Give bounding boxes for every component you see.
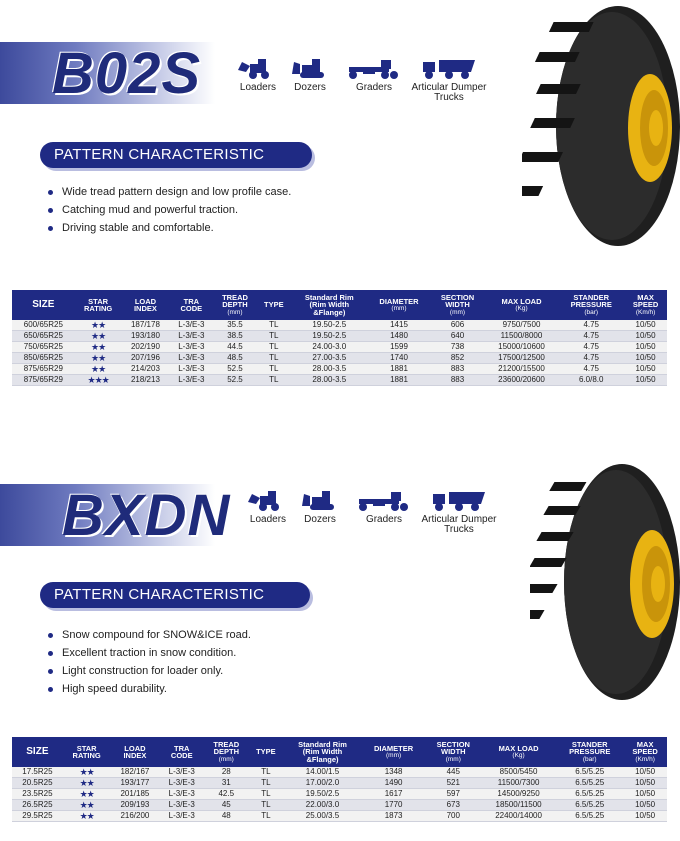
cell-size: 600/65R25 <box>12 320 75 331</box>
header-text: SPEED <box>632 300 659 310</box>
cell-tra: L-3/E-3 <box>159 778 204 789</box>
spec-table-header <box>12 737 667 767</box>
header-text: STANDER <box>573 292 610 302</box>
cell-diameter: 1599 <box>368 342 431 353</box>
cell-size: 20.5R25 <box>12 778 63 789</box>
cell-speed: 10/50 <box>623 767 667 778</box>
cell-size: 875/65R29 <box>12 364 75 375</box>
cell-load-index: 216/200 <box>111 811 160 822</box>
cell-rim: 14.00/1.5 <box>283 767 361 778</box>
header-text: CODE <box>170 751 193 760</box>
cell-rim: 17.00/2.0 <box>283 778 361 789</box>
spec-table <box>12 737 667 822</box>
column-header-speed <box>623 737 667 767</box>
cell-diameter: 1881 <box>368 375 431 386</box>
header-text: STAR <box>76 743 97 753</box>
cell-speed: 10/50 <box>624 331 667 342</box>
header-text: SPEED <box>632 747 658 757</box>
table-row <box>12 767 667 778</box>
machine-label: Dozers <box>304 514 336 525</box>
header-text: MAX LOAD <box>501 296 542 306</box>
cell-type: TL <box>248 778 283 789</box>
header-unit: (Kg) <box>515 305 528 312</box>
cell-diameter: 1348 <box>362 767 426 778</box>
header-text: DEPTH <box>213 747 239 757</box>
cell-tra: L-3/E-3 <box>169 320 213 331</box>
machine-label: Articular Dumper Trucks <box>421 514 497 535</box>
column-header-star <box>63 737 111 767</box>
cell-diameter: 1881 <box>368 364 431 375</box>
cell-rim: 24.00-3.0 <box>291 342 368 353</box>
header-text: RATING <box>84 304 113 313</box>
cell-depth: 48.5 <box>213 353 256 364</box>
cell-diameter: 1770 <box>362 800 426 811</box>
table-row <box>12 364 667 375</box>
header-text: TYPE <box>264 300 284 310</box>
header-text: &Flange) <box>306 754 339 764</box>
header-text: CODE <box>180 304 203 313</box>
cell-width: 673 <box>426 800 481 811</box>
cell-depth: 44.5 <box>213 342 256 353</box>
header-text: DIAMETER <box>374 743 414 753</box>
header-text: INDEX <box>123 751 147 760</box>
header-unit: (mm) <box>386 752 402 759</box>
column-header-tra <box>159 737 204 767</box>
column-header-pressure <box>556 737 623 767</box>
header-text: DEPTH <box>222 300 248 310</box>
cell-tra: L-3/E-3 <box>159 811 204 822</box>
spec-table <box>12 290 667 386</box>
cell-speed: 10/50 <box>624 375 667 386</box>
cell-rim: 28.00-3.5 <box>291 364 368 375</box>
cell-depth: 38.5 <box>213 331 256 342</box>
cell-pressure: 6.5/5.25 <box>556 800 623 811</box>
dumper-truck-icon <box>421 58 477 80</box>
cell-speed: 10/50 <box>623 800 667 811</box>
grader-icon <box>347 58 401 80</box>
column-header-pressure <box>558 290 624 320</box>
cell-depth: 28 <box>204 767 248 778</box>
feature-item: Driving stable and comfortable. <box>48 219 291 237</box>
header-unit: (Km/h) <box>635 755 655 763</box>
cell-pressure: 4.75 <box>558 331 624 342</box>
header-text: MAX <box>637 292 654 302</box>
header-text: TYPE <box>256 747 276 757</box>
cell-rim: 27.00-3.5 <box>291 353 368 364</box>
dozer-icon <box>288 58 332 80</box>
header-unit: (bar) <box>582 755 597 763</box>
cell-type: TL <box>257 353 291 364</box>
cell-diameter: 1415 <box>368 320 431 331</box>
cell-depth: 42.5 <box>204 789 248 800</box>
product-section-b02s <box>0 0 680 420</box>
machine-types <box>218 58 488 108</box>
feature-item: Light construction for loader only. <box>48 662 251 680</box>
header-row <box>12 290 667 320</box>
feature-item: Wide tread pattern design and low profile case. <box>48 183 291 201</box>
cell-load-index: 202/190 <box>122 342 170 353</box>
machine-graders <box>344 490 424 525</box>
cell-star: ★★ <box>75 320 122 331</box>
header-text: MAX <box>636 739 654 749</box>
cell-width: 852 <box>430 353 484 364</box>
header-text: WIDTH <box>445 300 470 310</box>
pattern-characteristic-heading: PATTERN CHARACTERISTIC <box>40 142 312 168</box>
header-text: SECTION <box>440 292 475 302</box>
cell-star: ★★ <box>75 331 122 342</box>
header-text: STAR <box>88 296 109 306</box>
header-unit: (bar) <box>584 308 599 316</box>
column-header-size <box>12 290 75 320</box>
header-text: (Rim Width <box>309 300 350 310</box>
model-title: B02S <box>52 41 202 106</box>
header-text: SIZE <box>26 746 49 758</box>
cell-pressure: 4.75 <box>558 364 624 375</box>
cell-size: 17.5R25 <box>12 767 63 778</box>
column-header-load <box>481 737 556 767</box>
cell-load: 17500/12500 <box>485 353 559 364</box>
cell-speed: 10/50 <box>623 811 667 822</box>
table-row <box>12 331 667 342</box>
column-header-depth <box>213 290 256 320</box>
cell-load-index: 193/177 <box>111 778 160 789</box>
cell-load: 11500/8000 <box>485 331 559 342</box>
spec-table-body <box>12 320 667 386</box>
cell-star: ★★ <box>75 342 122 353</box>
column-header-diameter <box>368 290 431 320</box>
dozer-icon <box>298 490 342 512</box>
cell-tra: L-3/E-3 <box>169 364 213 375</box>
cell-pressure: 4.75 <box>558 353 624 364</box>
cell-depth: 45 <box>204 800 248 811</box>
column-header-depth <box>204 737 248 767</box>
column-header-load-index <box>122 290 170 320</box>
cell-speed: 10/50 <box>623 778 667 789</box>
header-text: Standard Rim <box>298 739 347 749</box>
tire-image <box>530 462 680 702</box>
table-row <box>12 800 667 811</box>
header-unit: (mm) <box>445 755 461 763</box>
header-text: STANDER <box>571 739 608 749</box>
cell-rim: 28.00-3.5 <box>291 375 368 386</box>
cell-width: 883 <box>430 375 484 386</box>
cell-width: 700 <box>426 811 481 822</box>
cell-depth: 52.5 <box>213 364 256 375</box>
cell-size: 29.5R25 <box>12 811 63 822</box>
cell-star: ★★★ <box>75 375 122 386</box>
cell-load: 11500/7300 <box>481 778 556 789</box>
column-header-size <box>12 737 63 767</box>
cell-pressure: 6.5/5.25 <box>556 789 623 800</box>
cell-type: TL <box>257 375 291 386</box>
table-row <box>12 789 667 800</box>
cell-size: 650/65R25 <box>12 331 75 342</box>
model-title: BXDN <box>62 483 231 548</box>
tire-image <box>522 4 680 249</box>
table-row <box>12 320 667 331</box>
column-header-type <box>257 290 291 320</box>
header-text: TRA <box>183 296 200 306</box>
cell-tra: L-3/E-3 <box>169 342 213 353</box>
cell-load-index: 187/178 <box>122 320 170 331</box>
column-header-load <box>485 290 559 320</box>
cell-width: 597 <box>426 789 481 800</box>
header-text: DIAMETER <box>379 296 419 306</box>
column-header-load-index <box>111 737 160 767</box>
header-text: SIZE <box>32 299 55 311</box>
pattern-characteristic-heading: PATTERN CHARACTERISTIC <box>40 582 310 608</box>
cell-load: 14500/9250 <box>481 789 556 800</box>
cell-diameter: 1490 <box>362 778 426 789</box>
cell-load-index: 193/180 <box>122 331 170 342</box>
cell-depth: 52.5 <box>213 375 256 386</box>
cell-load: 15000/10600 <box>485 342 559 353</box>
cell-load-index: 207/196 <box>122 353 170 364</box>
column-header-width <box>426 737 481 767</box>
cell-load: 18500/11500 <box>481 800 556 811</box>
column-header-rim <box>283 737 361 767</box>
column-header-diameter <box>362 737 426 767</box>
feature-item: Catching mud and powerful traction. <box>48 201 291 219</box>
header-text: INDEX <box>133 304 157 313</box>
header-text: Standard Rim <box>304 292 354 302</box>
header-text: &Flange) <box>313 307 346 317</box>
column-header-rim <box>291 290 368 320</box>
header-unit: (Km/h) <box>635 308 656 316</box>
header-text: PRESSURE <box>570 300 612 310</box>
cell-load-index: 218/213 <box>122 375 170 386</box>
cell-star: ★★ <box>75 364 122 375</box>
cell-load-index: 201/185 <box>111 789 160 800</box>
cell-tra: L-3/E-3 <box>159 767 204 778</box>
machine-label: Loaders <box>239 82 277 93</box>
spec-table-body <box>12 767 667 822</box>
header-text: WIDTH <box>441 747 466 757</box>
cell-size: 26.5R25 <box>12 800 63 811</box>
machine-label: Graders <box>355 82 393 93</box>
cell-speed: 10/50 <box>623 789 667 800</box>
cell-star: ★★ <box>63 800 111 811</box>
header-unit: (mm) <box>449 308 466 316</box>
cell-rim: 19.50-2.5 <box>291 331 368 342</box>
cell-depth: 48 <box>204 811 248 822</box>
header-text: RATING <box>72 751 101 760</box>
cell-load: 9750/7500 <box>485 320 559 331</box>
cell-star: ★★ <box>75 353 122 364</box>
grader-icon <box>357 490 411 512</box>
header-unit: (Kg) <box>512 752 525 759</box>
column-header-type <box>248 737 283 767</box>
cell-load-index: 214/203 <box>122 364 170 375</box>
column-header-star <box>75 290 122 320</box>
column-header-width <box>430 290 484 320</box>
cell-type: TL <box>248 811 283 822</box>
cell-diameter: 1480 <box>368 331 431 342</box>
table-row <box>12 375 667 386</box>
header-text: (Rim Width <box>302 747 343 757</box>
cell-size: 875/65R29 <box>12 375 75 386</box>
cell-speed: 10/50 <box>624 364 667 375</box>
cell-tra: L-3/E-3 <box>169 353 213 364</box>
header-unit: (mm) <box>218 755 234 763</box>
cell-tra: L-3/E-3 <box>169 375 213 386</box>
cell-load-index: 209/193 <box>111 800 160 811</box>
header-text: PRESSURE <box>569 747 611 757</box>
cell-pressure: 4.75 <box>558 320 624 331</box>
table-row <box>12 811 667 822</box>
header-text: TREAD <box>222 292 248 302</box>
cell-type: TL <box>257 320 291 331</box>
cell-width: 606 <box>430 320 484 331</box>
cell-tra: L-3/E-3 <box>169 331 213 342</box>
cell-diameter: 1617 <box>362 789 426 800</box>
cell-width: 521 <box>426 778 481 789</box>
machine-graders <box>334 58 414 93</box>
cell-tra: L-3/E-3 <box>159 800 204 811</box>
cell-pressure: 6.0/8.0 <box>558 375 624 386</box>
feature-item: Snow compound for SNOW&ICE road. <box>48 626 251 644</box>
cell-load: 23600/20600 <box>485 375 559 386</box>
machine-dumper-trucks <box>404 58 494 103</box>
cell-type: TL <box>257 342 291 353</box>
machine-label: Dozers <box>294 82 326 93</box>
cell-depth: 31 <box>204 778 248 789</box>
cell-type: TL <box>248 767 283 778</box>
feature-item: Excellent traction in snow condition. <box>48 644 251 662</box>
cell-speed: 10/50 <box>624 353 667 364</box>
cell-depth: 35.5 <box>213 320 256 331</box>
spec-table-header <box>12 290 667 320</box>
header-text: LOAD <box>124 743 146 753</box>
header-unit: (mm) <box>391 305 407 312</box>
cell-width: 883 <box>430 364 484 375</box>
header-text: LOAD <box>134 296 157 306</box>
column-header-tra <box>169 290 213 320</box>
cell-load: 22400/14000 <box>481 811 556 822</box>
header-unit: (mm) <box>227 308 243 316</box>
feature-list <box>48 183 291 237</box>
cell-pressure: 6.5/5.25 <box>556 778 623 789</box>
machine-types <box>228 490 498 540</box>
cell-speed: 10/50 <box>624 342 667 353</box>
cell-rim: 19.50-2.5 <box>291 320 368 331</box>
cell-size: 23.5R25 <box>12 789 63 800</box>
cell-load: 21200/15500 <box>485 364 559 375</box>
cell-pressure: 6.5/5.25 <box>556 811 623 822</box>
cell-width: 738 <box>430 342 484 353</box>
cell-load: 8500/5450 <box>481 767 556 778</box>
feature-item: High speed durability. <box>48 680 251 698</box>
header-text: TRA <box>174 743 190 753</box>
feature-list <box>48 626 251 698</box>
cell-diameter: 1740 <box>368 353 431 364</box>
header-text: TREAD <box>213 739 240 749</box>
cell-load-index: 182/167 <box>111 767 160 778</box>
header-text: SECTION <box>436 739 470 749</box>
cell-size: 850/65R25 <box>12 353 75 364</box>
cell-speed: 10/50 <box>624 320 667 331</box>
table-row <box>12 342 667 353</box>
cell-tra: L-3/E-3 <box>159 789 204 800</box>
product-section-bxdn <box>0 440 680 841</box>
cell-width: 445 <box>426 767 481 778</box>
cell-rim: 25.00/3.5 <box>283 811 361 822</box>
cell-pressure: 4.75 <box>558 342 624 353</box>
cell-width: 640 <box>430 331 484 342</box>
header-text: MAX LOAD <box>498 743 539 753</box>
cell-pressure: 6.5/5.25 <box>556 767 623 778</box>
cell-type: TL <box>248 789 283 800</box>
column-header-speed <box>624 290 667 320</box>
header-row <box>12 737 667 767</box>
dumper-truck-icon <box>431 490 487 512</box>
machine-label: Graders <box>365 514 403 525</box>
table-row <box>12 778 667 789</box>
cell-star: ★★ <box>63 811 111 822</box>
cell-rim: 22.00/3.0 <box>283 800 361 811</box>
table-row <box>12 353 667 364</box>
cell-star: ★★ <box>63 789 111 800</box>
cell-star: ★★ <box>63 767 111 778</box>
cell-type: TL <box>257 331 291 342</box>
machine-label: Articular Dumper Trucks <box>411 82 487 103</box>
cell-type: TL <box>248 800 283 811</box>
machine-dumper-trucks <box>414 490 504 535</box>
cell-rim: 19.50/2.5 <box>283 789 361 800</box>
cell-star: ★★ <box>63 778 111 789</box>
machine-label: Loaders <box>249 514 287 525</box>
cell-diameter: 1873 <box>362 811 426 822</box>
cell-size: 750/65R25 <box>12 342 75 353</box>
cell-type: TL <box>257 364 291 375</box>
